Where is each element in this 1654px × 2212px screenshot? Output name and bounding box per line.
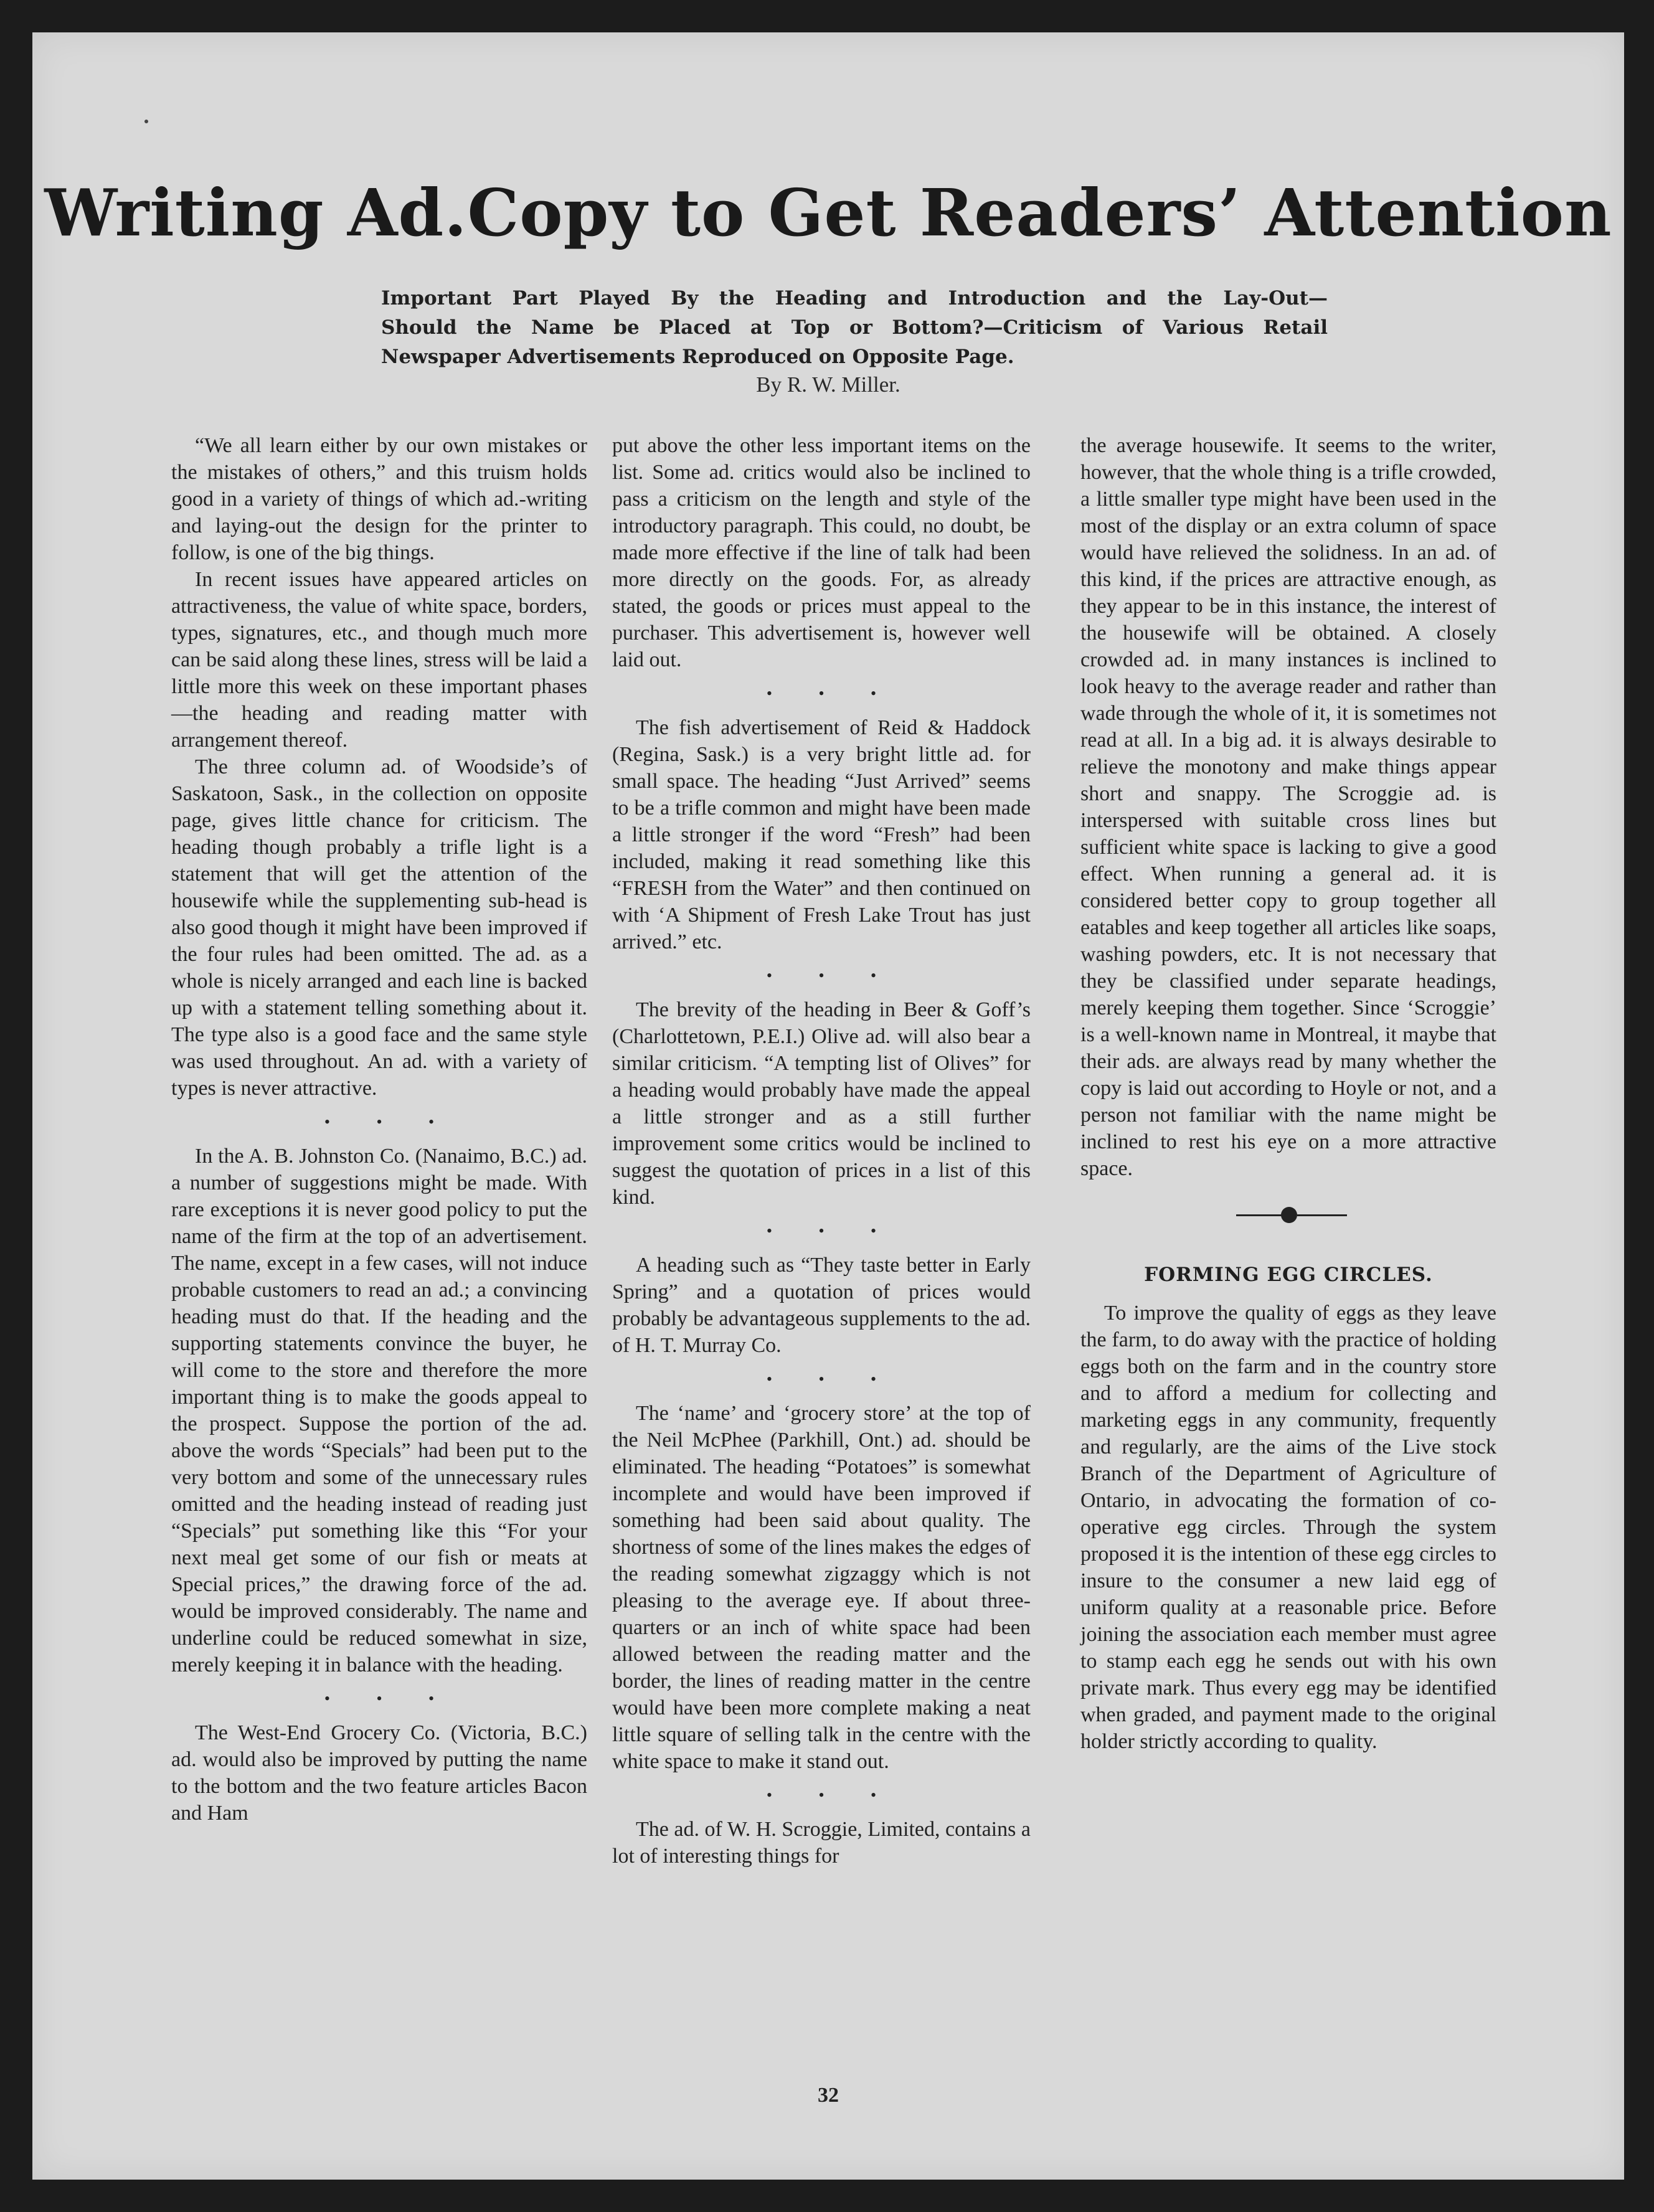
section-divider-dots: • • • bbox=[766, 684, 898, 702]
paragraph: In recent issues have appeared articles on attractiveness, the value of white space, borders, types, signatures, etc., and though much more can be said along these lines, stress will be laid a little more this week on these important phases—the heading and reading matter with arrangement thereof. bbox=[171, 568, 587, 752]
paragraph: In the A. B. Johnston Co. (Nanaimo, B.C.) ad. a number of suggestions might be made. With rare exceptions it is never good policy to put the name of the firm at the top of an advertisement. The name, except in a few cases, will not induce probable customers to read an ad.; a convincing heading must do that. If the heading and the supporting statements convince the buyer, he will come to the store and therefore the more important thing is to make the goods appeal to the prospect. Suppose the portion of the ad. above the words “Specials” had been put to the very bottom and some of the unnecessary rules omitted and the heading instead of reading just “Specials” put something like this “For your next meal get some of our fish or meats at Special prices,” the drawing force of the ad. would be improved considerably. The name and underline could be reduced somewhat in size, merely keeping it in balance with the heading. bbox=[171, 1145, 587, 1676]
paragraph: The fish advertisement of Reid & Haddock (Regina, Sask.) is a very bright little ad. for small space. The heading “Just Arrived” seems to be a trifle common and might have been made a little stronger if the word “Fresh” had been included, making it read something like this “FRESH from the Water” and then continued on with ‘A Shipment of Fresh Lake Trout has just arrived.” etc. bbox=[612, 716, 1031, 953]
section-heading: FORMING EGG CIRCLES. bbox=[1144, 1264, 1433, 1286]
section-divider-dots: • • • bbox=[324, 1690, 456, 1708]
paragraph: The three column ad. of Woodside’s of Saskatoon, Sask., in the collection on opposite page, gives little chance for criticism. The heading though probably a trifle light is a statement that will get the attention of the housewife while the supplementing sub-head is also good though it might have been improved if the four rules had been omitted. The ad. as a whole is nicely arranged and each line is backed up with a statement telling something about it. The type also is a good face and the same style was used throughout. An ad. with a variety of types is never attractive. bbox=[171, 755, 587, 1100]
paragraph: put above the other less important items on the list. Some ad. critics would also be inclined to pass a criticism on the length and style of the introductory paragraph. This could, no doubt, be made more effective if the line of talk had been more directly on the goods. For, as already stated, the goods or prices must appeal to the purchaser. This advertisement is, however well laid out. bbox=[612, 434, 1031, 671]
paragraph: “We all learn either by our own mistakes or the mistakes of others,” and this truism holds good in a variety of things of which ad.-writing and laying-out the design for the printer to follow, is one of the big things. bbox=[171, 434, 587, 564]
page-number: 32 bbox=[818, 2084, 839, 2107]
column-2 bbox=[612, 432, 1031, 1869]
paragraph: The West-End Grocery Co. (Victoria, B.C.) ad. would also be improved by putting the name to the bottom and the two feature articles Bacon and Ham bbox=[171, 1721, 587, 1825]
paragraph: A heading such as “They taste better in Early Spring” and a quotation of prices would probably be advantageous supplements to the ad. of H. T. Murray Co. bbox=[612, 1254, 1031, 1357]
print-speck bbox=[144, 120, 148, 123]
section-divider-dots: • • • bbox=[766, 1222, 898, 1240]
ornament-flower-icon bbox=[1281, 1207, 1297, 1223]
subtitle-line: Should the Name be Placed at Top or Bottom?—Criticism of Various Retail bbox=[381, 316, 1328, 339]
column-1 bbox=[171, 432, 587, 1827]
ornament-divider bbox=[1080, 1193, 1496, 1237]
subtitle-line: Important Part Played By the Heading and Introduction and the Lay-Out— bbox=[381, 287, 1328, 310]
subtitle-line: Newspaper Advertisements Reproduced on Opposite Page. bbox=[381, 346, 1014, 368]
ornament-rule-right bbox=[1297, 1214, 1347, 1216]
paragraph: The ad. of W. H. Scroggie, Limited, contains a lot of interesting things for bbox=[612, 1818, 1031, 1868]
section-divider-dots: • • • bbox=[766, 967, 898, 985]
paragraph: To improve the quality of eggs as they leave the farm, to do away with the practice of holding eggs both on the farm and in the country store and to afford a medium for collecting and marketing eggs in any community, frequently and regularly, are the aims of the Live stock Branch of the Department of Agriculture of Ontario, in advocating the formation of co-operative egg circles. Through the system proposed it is the intention of these egg circles to insure to the consumer a new laid egg of uniform quality at a reasonable price. Before joining the association each member must agree to stamp each egg he sends out with his own private mark. Thus every egg may be identified when graded, and payment made to the original holder strictly according to quality. bbox=[1080, 1302, 1496, 1753]
byline: By R. W. Miller. bbox=[756, 372, 900, 397]
section-divider-dots: • • • bbox=[766, 1786, 898, 1804]
paragraph: the average housewife. It seems to the writer, however, that the whole thing is a trifle crowded, a little smaller type might have been used in the most of the display or an extra column of space would have relieved the solidness. In an ad. of this kind, if the prices are attractive enough, as they appear to be in this instance, the interest of the housewife will be obtained. A closely crowded ad. in many instances is inclined to look heavy to the average reader and rather than wade through the whole of it, it is sometimes not read at all. In a big ad. it is always desirable to relieve the monotony and make things appear short and snappy. The Scroggie ad. is interspersed with suitable cross lines but sufficient white space is lacking to give a good effect. When running a general ad. it is considered better copy to group together all eatables and keep together all articles like soaps, washing powders, etc. It is not necessary that they be classified under separate headings, merely keeping them together. Since ‘Scroggie’ is a well-known name in Montreal, it maybe that their ads. are always read by many whether the copy is laid out according to Hoyle or not, and a person not familiar with the name might be inclined to rest his eye on a more attractive space. bbox=[1080, 434, 1496, 1180]
paragraph: The brevity of the heading in Beer & Goff’s (Charlottetown, P.E.I.) Olive ad. will also bear a similar criticism. “A tempting list of Olives” for a heading would probably have made the appeal a little stronger and as a still further improvement some critics would be inclined to suggest the quotation of prices in a list of this kind. bbox=[612, 998, 1031, 1209]
article-title: Writing Ad.Copy to Get Readers’ Attention bbox=[44, 174, 1612, 251]
paragraph: The ‘name’ and ‘grocery store’ at the top of the Neil McPhee (Parkhill, Ont.) ad. should be eliminated. The heading “Potatoes” is somewhat incomplete and would have been improved if something had been said about quality. The shortness of some of the lines makes the edges of the reading somewhat zigzaggy which is not pleasing to the average eye. If about three-quarters or an inch of white space had been allowed between the reading matter and the border, the lines of reading matter in the centre would have been more complete making a neat little square of selling talk in the centre with the white space to make it stand out. bbox=[612, 1402, 1031, 1773]
column-3 bbox=[1080, 432, 1496, 1755]
ornament-rule-left bbox=[1236, 1214, 1286, 1216]
article-subtitle bbox=[381, 284, 1328, 372]
magazine-page bbox=[32, 32, 1624, 2180]
section-divider-dots: • • • bbox=[324, 1113, 456, 1131]
section-divider-dots: • • • bbox=[766, 1370, 898, 1388]
